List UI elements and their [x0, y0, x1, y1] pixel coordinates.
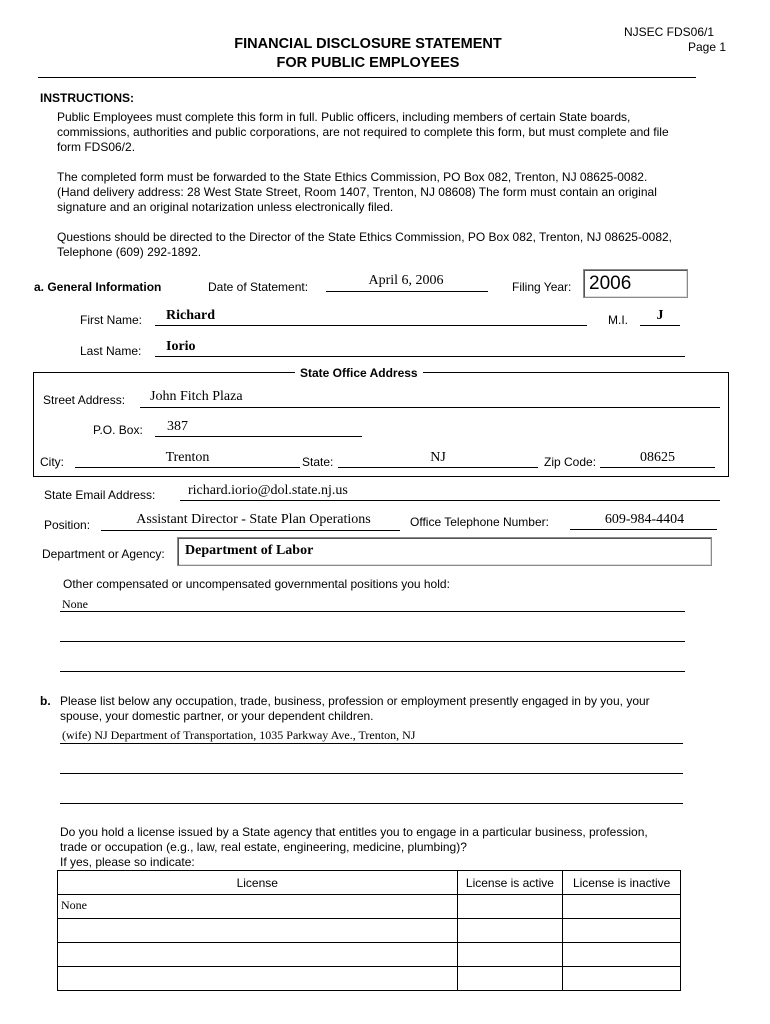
col-license: License: [58, 871, 458, 895]
date-of-statement-field[interactable]: April 6, 2006: [368, 273, 444, 288]
instructions-heading: INSTRUCTIONS:: [40, 91, 134, 105]
office-telephone-field[interactable]: 609-984-4404: [604, 512, 685, 527]
office-telephone-label: Office Telephone Number:: [410, 515, 549, 529]
state-underline: [338, 467, 538, 468]
street-address-field[interactable]: John Fitch Plaza: [150, 389, 243, 404]
license-inactive-cell[interactable]: [563, 943, 681, 967]
form-title-line2: FOR PUBLIC EMPLOYEES: [276, 55, 460, 71]
col-license-active: License is active: [457, 871, 563, 895]
license-table: [57, 870, 681, 991]
page-number: Page 1: [688, 40, 727, 54]
text-line: If yes, please so indicate:: [60, 854, 195, 869]
department-field[interactable]: [177, 537, 712, 566]
text-line: Telephone (609) 292-1892.: [57, 244, 202, 259]
city-label: City:: [40, 455, 64, 469]
department-value: Department of Labor: [185, 543, 314, 558]
position-label: Position:: [44, 518, 91, 532]
license-cell[interactable]: [58, 967, 458, 991]
filing-year-value: 2006: [589, 273, 632, 294]
date-of-statement-label: Date of Statement:: [208, 280, 309, 294]
other-positions-line-1: [60, 611, 685, 612]
po-box-label: P.O. Box:: [93, 423, 143, 437]
mi-field[interactable]: J: [656, 308, 664, 323]
text-line: signature and an original notarization unless electronically filed.: [57, 199, 394, 214]
instructions-paragraph-1: [57, 110, 727, 154]
zip-code-label: Zip Code:: [544, 455, 597, 469]
mi-label: M.I.: [608, 313, 628, 327]
city-field[interactable]: Trenton: [165, 450, 210, 465]
form-id: NJSEC FDS06/1: [624, 25, 715, 39]
text-line: Do you hold a license issued by a State agency that entitles you to engage in a particular business, profession,: [60, 825, 648, 839]
mi-underline: [640, 325, 680, 326]
position-field[interactable]: Assistant Director - State Plan Operations: [136, 512, 371, 527]
license-active-cell[interactable]: [457, 943, 563, 967]
state-email-label: State Email Address:: [44, 488, 156, 502]
occupation-field[interactable]: (wife) NJ Department of Transportation, 1035 Parkway Ave., Trenton, NJ: [62, 728, 416, 742]
city-underline: [75, 467, 300, 468]
department-label: Department or Agency:: [42, 547, 165, 561]
text-line: Please list below any occupation, trade, business, profession or employment presently engaged in by you, your: [60, 694, 650, 708]
form-title: [198, 35, 538, 73]
first-name-field[interactable]: Richard: [166, 308, 215, 323]
email-underline: [180, 500, 720, 501]
section-b-letter: b.: [40, 694, 51, 708]
other-positions-prompt: Other compensated or uncompensated governmental positions you hold:: [63, 577, 450, 591]
zip-code-field[interactable]: 08625: [640, 450, 675, 465]
text-line: commissions, authorities and public corporations, are not required to complete this form, but must complete and file: [57, 124, 669, 139]
other-positions-field[interactable]: None: [62, 597, 88, 611]
po-box-field[interactable]: 387: [167, 419, 188, 434]
license-inactive-cell[interactable]: [563, 895, 681, 919]
header-rule: [38, 77, 696, 78]
table-row: [58, 967, 681, 991]
text-line: trade or occupation (e.g., law, real estate, engineering, medicine, plumbing)?: [60, 839, 467, 854]
last-name-label: Last Name:: [80, 344, 142, 358]
text-line: Public Employees must complete this form in full. Public officers, including members of certain State boards,: [57, 110, 631, 124]
state-field[interactable]: NJ: [430, 450, 446, 465]
last-name-field[interactable]: Iorio: [166, 339, 196, 354]
license-active-cell[interactable]: [457, 967, 563, 991]
filing-year-label: Filing Year:: [512, 280, 572, 294]
col-license-inactive: License is inactive: [563, 871, 681, 895]
street-underline: [140, 407, 720, 408]
license-inactive-cell[interactable]: [563, 967, 681, 991]
form-title-line1: FINANCIAL DISCLOSURE STATEMENT: [234, 36, 502, 52]
table-row: [58, 943, 681, 967]
po-box-underline: [155, 436, 362, 437]
license-question: [60, 825, 730, 869]
text-line: Questions should be directed to the Director of the State Ethics Commission, PO Box 082, Trenton, NJ 08625-0082,: [57, 230, 672, 244]
date-underline: [326, 291, 488, 292]
occupation-line-1: [60, 743, 683, 744]
instructions-paragraph-3: [57, 230, 727, 260]
license-table-header: [58, 871, 681, 895]
telephone-underline: [570, 529, 717, 530]
license-cell[interactable]: [58, 943, 458, 967]
occupation-line-3[interactable]: [60, 803, 683, 804]
state-office-address-title: State Office Address: [295, 366, 423, 380]
other-positions-line-2[interactable]: [60, 641, 685, 642]
general-information-label: a. General Information: [34, 280, 162, 294]
filing-year-field[interactable]: [583, 269, 688, 298]
instructions-paragraph-2: [57, 170, 727, 214]
first-name-label: First Name:: [80, 313, 143, 327]
street-address-label: Street Address:: [43, 393, 126, 407]
other-positions-line-3[interactable]: [60, 671, 685, 672]
license-inactive-cell[interactable]: [563, 919, 681, 943]
table-row: [58, 895, 681, 919]
state-label: State:: [302, 455, 334, 469]
license-active-cell[interactable]: [457, 895, 563, 919]
position-underline: [101, 530, 400, 531]
occupation-line-2[interactable]: [60, 773, 683, 774]
license-active-cell[interactable]: [457, 919, 563, 943]
state-email-field[interactable]: richard.iorio@dol.state.nj.us: [188, 483, 348, 498]
last-name-underline: [155, 356, 685, 357]
license-cell[interactable]: None: [58, 895, 458, 919]
section-b-prompt: [60, 694, 720, 724]
text-line: (Hand delivery address: 28 West State Street, Room 1407, Trenton, NJ 08608) The form must contain an original: [57, 184, 657, 199]
first-name-underline: [155, 325, 587, 326]
license-cell[interactable]: [58, 919, 458, 943]
zip-underline: [600, 467, 715, 468]
text-line: The completed form must be forwarded to the State Ethics Commission, PO Box 082, Trenton, NJ 08625-0082.: [57, 170, 648, 184]
text-line: spouse, your domestic partner, or your dependent children.: [60, 708, 374, 723]
table-row: [58, 919, 681, 943]
text-line: form FDS06/2.: [57, 139, 136, 154]
